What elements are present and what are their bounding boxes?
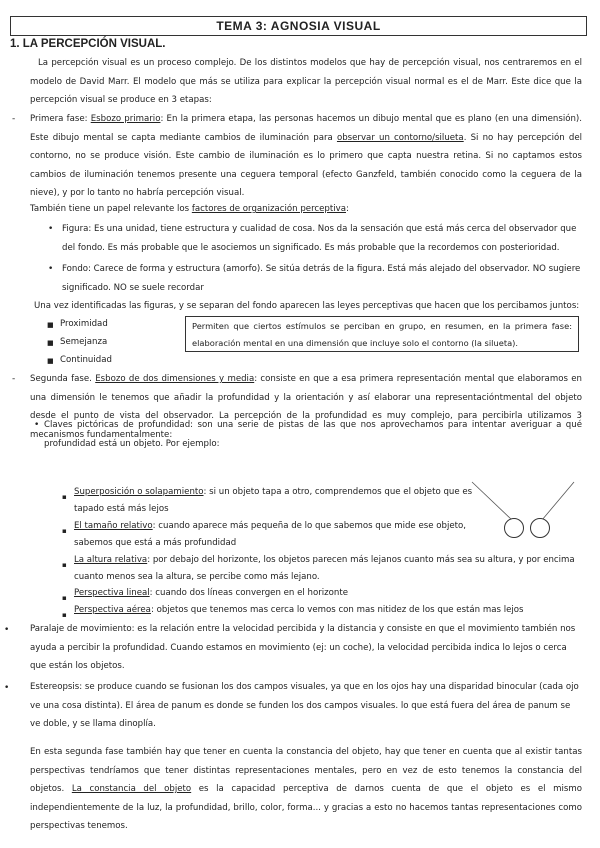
cue-text: : cuando dos líneas convergen en el horizonte	[149, 588, 348, 598]
cue-item	[74, 518, 474, 552]
cue-term: Superposición o solapamiento	[74, 487, 204, 497]
phase1-term2: observar un contorno/silueta	[336, 132, 464, 143]
factors-intro: También tiene un papel relevante los	[30, 204, 192, 214]
laws-intro: Una vez identificadas las figuras, y se separan del fondo aparecen las leyes perceptivas que hacen que los percibamos juntos:	[34, 301, 580, 311]
bullet-icon: •	[48, 264, 54, 274]
bullet-icon: •	[4, 625, 10, 635]
cue-text: : si un objeto tapa a otro, comprendemos que el objeto que es tapado está más lejos	[74, 487, 473, 514]
bullet-icon: •	[34, 420, 40, 430]
closing-line1: En esta segunda fase también hay que tener en cuenta la constancia del objeto, hay que tener en cuenta que al existir tantas perspectivas tendríamos que tener distintas representaciones mentales, pero en vez de esto tenemos la constancia del objetos.	[30, 747, 582, 794]
dash-marker: -	[12, 374, 16, 384]
phase2-text: : consiste en que a esa primera representación mental que elaboramos en una dimensión le tenemos que añadir la profundidad y la orientación y así elaborar una representacióntmental del objeto desde el punto de vista del observador. La percepción de la profundidad es muy complejo, para percibirla utilizamos 3 mecanismos fundamentalmente:	[30, 374, 582, 440]
page-title: TEMA 3: AGNOSIA VISUAL	[10, 16, 587, 36]
factors-term: factores de organización perceptiva	[191, 204, 346, 214]
claves-item: Claves pictóricas de profundidad: son una serie de pistas de las que nos aprovechamos para intentar averiguar a qué profundidad está un objeto. Por ejemplo:	[44, 420, 582, 449]
phase2-term: Esbozo de dos dimensiones y media	[95, 374, 255, 384]
closing-term: La constancia del objeto	[71, 784, 192, 794]
cue-item	[74, 585, 582, 602]
square-bullet-icon: ▪	[62, 561, 67, 569]
cue-text: : cuando aparece más pequeña de lo que sabemos que mide ese objeto, sabemos que está a más profundidad	[74, 521, 466, 548]
cue-term: El tamaño relativo	[74, 521, 153, 531]
phase1-label: Primera fase:	[30, 114, 88, 124]
phase1-text-a: : En la primera etapa, las personas hacemos un dibujo mental que es plano (en una dimensión). Este dibujo mental se capta mediante cambios de iluminación para	[30, 114, 583, 143]
square-bullet-icon: ■	[47, 357, 54, 365]
square-bullet-icon: ■	[47, 321, 54, 329]
law-item: Continuidad	[60, 355, 112, 365]
cue-item	[74, 552, 582, 586]
cue-text: : objetos que tenemos mas cerca lo vemos con mas nitidez de los que están mas lejos	[150, 605, 524, 615]
string-left	[472, 482, 512, 520]
phase1-text-b: . Si no hay percepción del contorno, no se produce visión. Este cambio de iluminación es lo primero que capta nuestra retina. Si no captamos estos cambios de iluminación tenemos presente una ceguera temporal (efecto Ganzfeld, también conocido como la ceguera de la nieve), y por lo tanto no habría percepción visual.	[30, 132, 582, 198]
square-bullet-icon: ▪	[62, 493, 67, 501]
section-heading: 1. LA PERCEPCIÓN VISUAL.	[10, 38, 166, 50]
dash-marker: -	[12, 114, 16, 124]
phase1-paragraph	[30, 110, 582, 203]
paralaje-item: Paralaje de movimiento: es la relación entre la velocidad percibida y la distancia y consiste en que el movimiento también nos ayuda a percibir la profundidad. Cuando estamos en movimiento (ej: un coche), la velocidad percibida indica lo lejos o cerca que están los objetos.	[30, 624, 576, 671]
cue-item	[74, 602, 582, 619]
square-bullet-icon: ▪	[62, 594, 67, 602]
estereopsis-item: Estereopsis: se produce cuando se fusionan los dos campos visuales, ya que en los ojos hay una disparidad binocular (cada ojo ve una cosa distinta). El área de panum es donde se funden los dos campos visuales. lo que está fuera del área de panum se ve doble, y se llama dinoplía.	[30, 682, 579, 729]
square-bullet-icon: ▪	[62, 527, 67, 535]
string-right	[542, 482, 574, 520]
factors-end: :	[346, 204, 349, 214]
laws-summary-box: Permiten que ciertos estímulos se perciban en grupo, en resumen, en la primera fase: elaboración mental en una dimensión que incluye solo el contorno (la silueta).	[185, 316, 579, 352]
closing-line2: es la capacidad perceptiva de darnos cuenta de que el objeto es el mismo independientemente de la luz, la profundidad, brillo, color, forma... y gracias a esto no hacemos tantas representaciones como perspectivas tenemos.	[30, 784, 582, 831]
cue-text: : por debajo del horizonte, los objetos parecen más lejanos cuanto más sea su altura, y por encima cuanto menos sea la altura, se percibe como más lejano.	[74, 555, 575, 582]
factors-line	[30, 200, 582, 219]
intro-paragraph: La percepción visual es un proceso complejo. De los distintos modelos que hay de percepción visual, nos centraremos en el modelo de David Marr. El modelo que más se utiliza para explicar la percepción visual normal es el de Marr. Este dice que la percepción visual se produce en 3 etapas:	[30, 58, 582, 105]
cue-term: La altura relativa	[74, 555, 148, 565]
fondo-item: Fondo: Carece de forma y estructura (amorfo). Se sitúa detrás de la figura. Está más alejado del observador. NO sugiere significado. NO se suele recordar	[62, 264, 581, 293]
law-item: Semejanza	[60, 337, 108, 347]
law-item: Proximidad	[60, 319, 108, 329]
bullet-icon: •	[48, 224, 54, 234]
square-bullet-icon: ▪	[62, 611, 67, 619]
cue-item	[74, 484, 474, 518]
cue-term: Perspectiva aérea	[74, 605, 151, 615]
bullet-icon: •	[4, 683, 10, 693]
phase2-label: Segunda fase.	[30, 374, 96, 384]
sphere-right	[531, 519, 550, 538]
square-bullet-icon: ■	[47, 339, 54, 347]
closing-paragraph	[30, 743, 582, 836]
sphere-left	[505, 519, 524, 538]
figura-item: Figura: Es una unidad, tiene estructura y cualidad de cosa. Nos da la sensación que está más cerca del observador que del fondo. Es más probable que le asociemos un significado. Es más probable que la recordemos con posterioridad.	[62, 224, 577, 253]
cue-term: Perspectiva lineal	[74, 588, 150, 598]
phase1-term: Esbozo primario	[90, 114, 161, 124]
hanging-spheres-illustration	[468, 478, 578, 542]
